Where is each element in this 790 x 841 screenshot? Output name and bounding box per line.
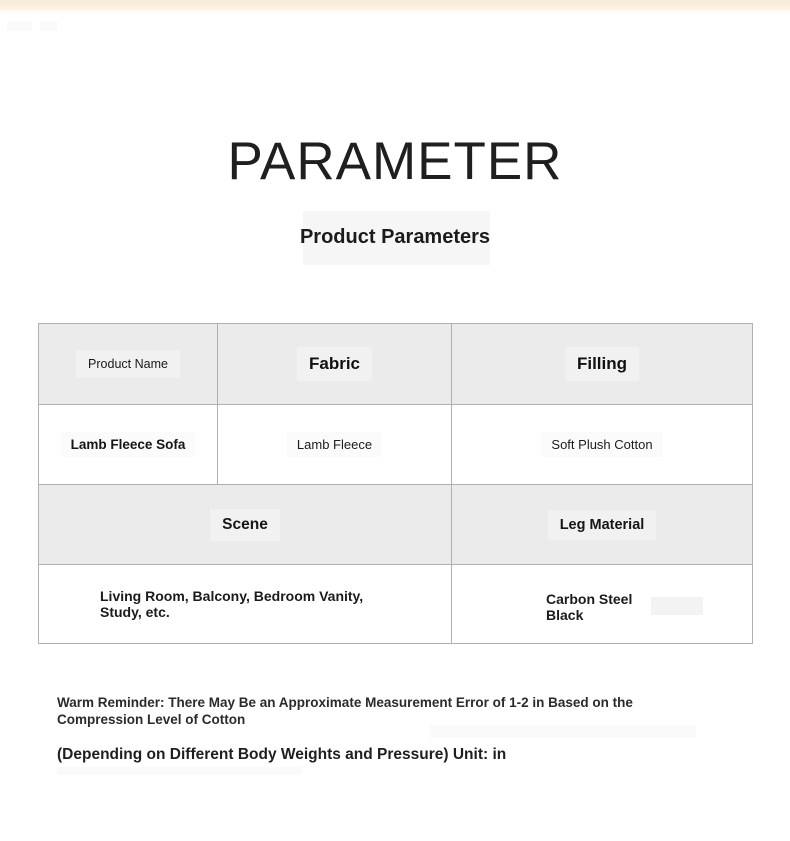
faded-artifact-box (651, 597, 703, 615)
table-cell-scene-value (39, 565, 452, 643)
header-label: Scene (210, 509, 280, 541)
faded-artifact-chip (40, 21, 57, 31)
table-cell-fabric-value (218, 405, 452, 485)
page-subtitle: Product Parameters (299, 226, 491, 248)
header-label: Filling (565, 347, 639, 381)
table-header-cell-filling (452, 324, 752, 405)
cell-value-line: Study, etc. (100, 604, 170, 620)
table-header-cell-scene (39, 485, 452, 565)
table-cell-filling-value (452, 405, 752, 485)
header-label: Leg Material (548, 510, 657, 540)
header-label: Fabric (297, 347, 372, 381)
cell-value: Soft Plush Cotton (541, 432, 662, 457)
warm-reminder-note (57, 695, 697, 728)
table-header-cell-product-name (39, 324, 218, 405)
warm-reminder-line1: Warm Reminder: There May Be an Approximate Measurement Error of 1-2 in Based on the (57, 695, 633, 710)
cell-value-line: Black (546, 607, 584, 623)
cell-value: Lamb Fleece (287, 432, 382, 457)
warm-reminder-line2: Compression Level of Cotton (57, 711, 246, 727)
table-header-cell-fabric (218, 324, 452, 405)
header-label: Product Name (76, 350, 180, 378)
parameters-table (38, 323, 753, 644)
top-accent-bar (0, 0, 790, 14)
faded-artifact-chip (7, 21, 32, 31)
page-title: PARAMETER (227, 132, 563, 191)
depending-note: (Depending on Different Body Weights and Pressure) Unit: in (57, 746, 507, 763)
cell-value-line: Living Room, Balcony, Bedroom Vanity, (100, 587, 364, 604)
faded-artifact-box (57, 767, 302, 775)
cell-value: Lamb Fleece Sofa (61, 432, 196, 457)
table-cell-leg-material-value (452, 565, 752, 643)
cell-value-line: Carbon Steel (546, 590, 633, 607)
table-header-cell-leg-material (452, 485, 752, 565)
table-cell-product-name-value (39, 405, 218, 485)
